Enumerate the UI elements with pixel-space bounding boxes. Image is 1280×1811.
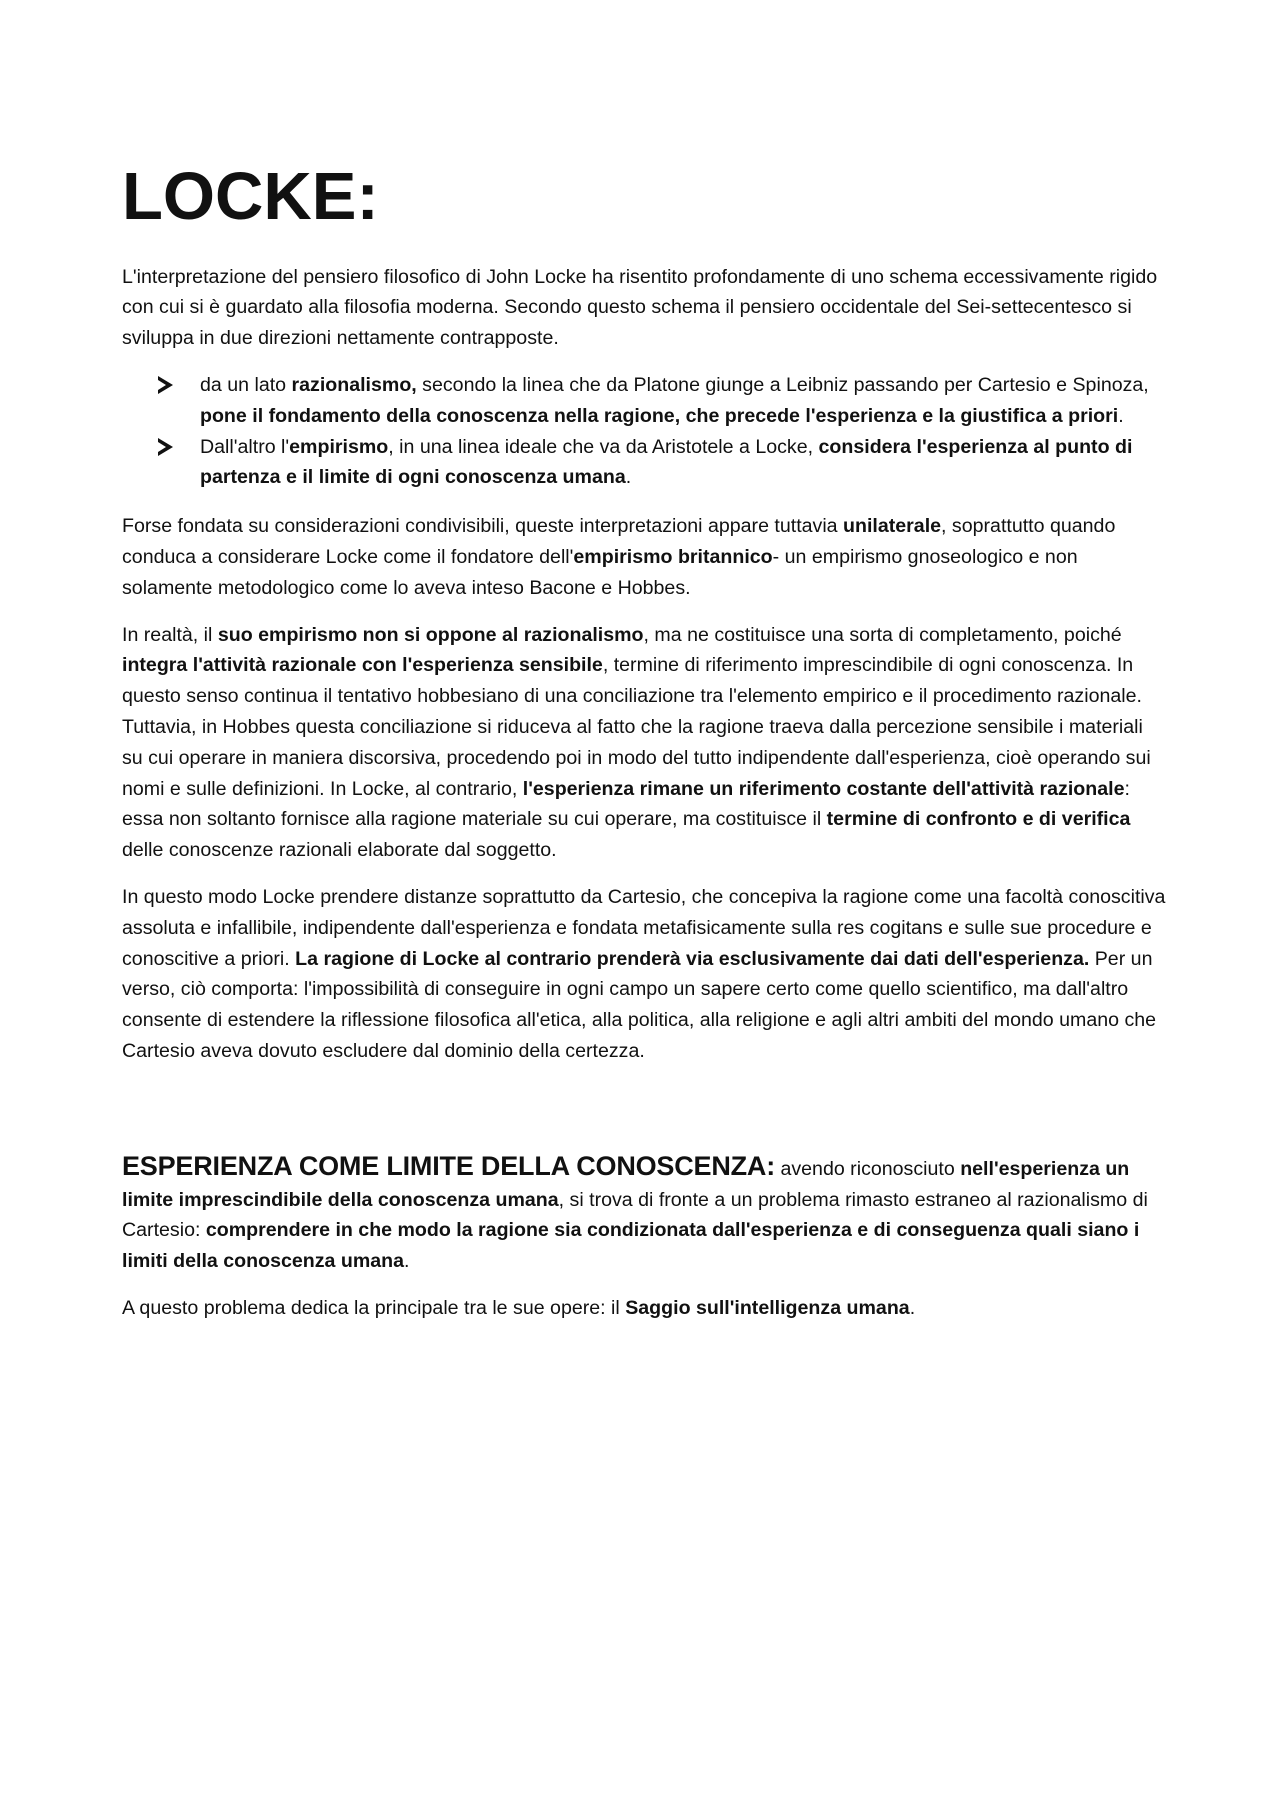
paragraph-cartesio: In questo modo Locke prendere distanze soprattutto da Cartesio, che concepiva la ragione come una facoltà conoscitiva assoluta e infallibile, indipendente dall'esperienza e fondata metafisicamente sulla res cogitans e sulle sue procedure e conoscitive a priori. La ragione di Locke al contrario prenderà via esclusivamente dai dati dell'esperienza. Per un verso, ciò comporta: l'impossibilità di conseguire in ogni campo un sapere certo come quello scientifico, ma dall'altro consente di estendere la riflessione filosofica all'etica, alla politica, alla religione e agli altri ambiti del mondo umano che Cartesio aveva dovuto escludere dal dominio della certezza. [122, 886, 1166, 1063]
paragraph-saggio: A questo problema dedica la principale tra le sue opere: il Saggio sull'intelligenza umana. [122, 1297, 916, 1319]
page-title: LOCKE: [122, 159, 379, 234]
list-item: Dall'altro l'empirismo, in una linea ideale che va da Aristotele a Locke, considera l'esperienza al punto di partenza e il limite di ogni conoscenza umana. [200, 432, 1167, 494]
list-item: da un lato razionalismo, secondo la linea che da Platone giunge a Leibniz passando per Cartesio e Spinoza, pone il fondamento della conoscenza nella ragione, che precede l'esperienza e la giustifica a priori. [200, 370, 1167, 432]
section-heading: ESPERIENZA COME LIMITE DELLA CONOSCENZA: [122, 1150, 776, 1181]
section-experience-limit [122, 1151, 1167, 1324]
arrow-bullet-icon [158, 376, 173, 394]
document-page [122, 160, 1167, 1340]
paragraph-empiricism: In realtà, il suo empirismo non si oppone al razionalismo, ma ne costituisce una sorta di completamento, poiché integra l'attività razionale con l'esperienza sensibile, termine di riferimento imprescindibile di ogni conoscenza. In questo senso continua il tentativo hobbesiano di una conciliazione tra l'elemento empirico e il procedimento razionale. Tuttavia, in Hobbes questa conciliazione si riduceva al fatto che la ragione traeva dalla percezione sensibile i materiali su cui operare in maniera discorsiva, procedendo poi in modo del tutto indipendente dall'esperienza, cioè operando sui nomi e sulle definizioni. In Locke, al contrario, l'esperienza rimane un riferimento costante dell'attività razionale: essa non soltanto fornisce alla ragione materiale su cui operare, ma costituisce il termine di confronto e di verifica delle conoscenze razionali elaborate dal soggetto. [122, 623, 1151, 862]
section-paragraph: ESPERIENZA COME LIMITE DELLA CONOSCENZA: avendo riconosciuto nell'esperienza un limite imprescindibile della conoscenza umana, si trova di fronte a un problema rimasto estraneo al razionalismo di Cartesio: comprendere in che modo la ragione sia condizionata dall'esperienza e di conseguenza quali siano i limiti della conoscenza umana. [122, 1150, 1148, 1273]
arrow-bullet-icon [158, 438, 173, 456]
paragraph-interpretation: Forse fondata su considerazioni condivisibili, queste interpretazioni appare tuttavia unilaterale, soprattutto quando conduca a considerare Locke come il fondatore dell'empirismo britannico- un empirismo gnoseologico e non solamente metodologico come lo aveva inteso Bacone e Hobbes. [122, 515, 1116, 599]
intro-paragraph: L'interpretazione del pensiero filosofico di John Locke ha risentito profondamente di uno schema eccessivamente rigido con cui si è guardato alla filosofia moderna. Secondo questo schema il pensiero occidentale del Sei-settecentesco si sviluppa in due direzioni nettamente contrapposte. [122, 265, 1158, 350]
bullet-list [122, 370, 1167, 493]
